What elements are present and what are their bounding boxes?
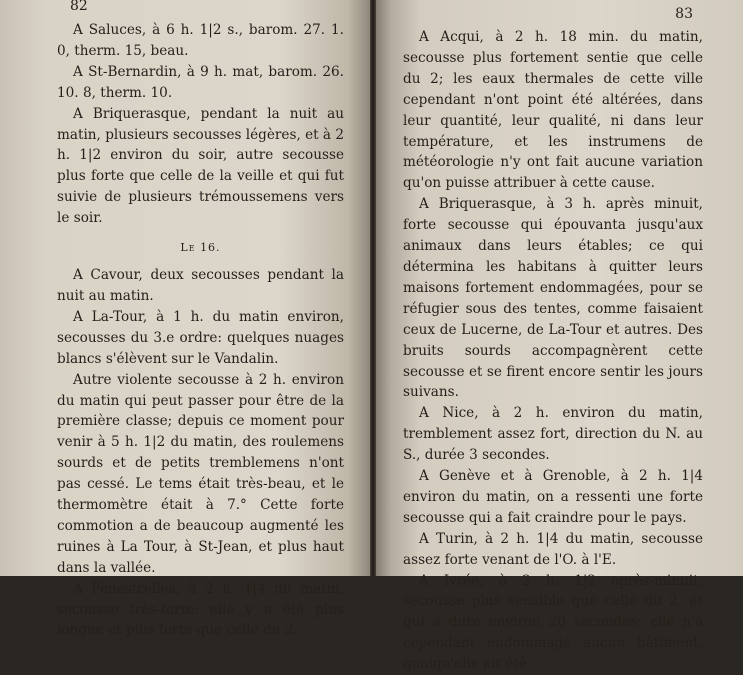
paragraph: A Cavour, deux secousses pendant la nuit au matin. xyxy=(57,267,344,304)
right-page xyxy=(376,0,743,673)
paragraph: A Genève et à Grenoble, à 2 h. 1|4 environ du matin, on a ressenti une forte secousse qui a fait craindre pour le pays. xyxy=(403,468,703,526)
right-page-number: 83 xyxy=(675,6,693,22)
paragraph: A St-Bernardin, à 9 h. mat, barom. 26. 10. 8, therm. 10. xyxy=(57,63,344,101)
left-page-number: 82 xyxy=(70,0,88,14)
paragraph: A Ivrée, à 2 h. 1|2 après-minuit, secousse plus sensible que celle du 2, et qui a duré environ 20 secondes; elle n'a cependant endommagé aucun bâtiment, quoiqu'elle ait été xyxy=(403,572,703,673)
paragraph: A Nice, à 2 h. environ du matin, tremblement assez fort, direction du N. au S., durée 3 secondes. xyxy=(403,405,703,464)
paragraph: A Briquerasque, pendant la nuit au matin, plusieurs secousses légères, et à 2 h. 1|2 environ du soir, autre secousse plus forte que celle de la veille et qui fut suivie de plusieurs trémoussemens vers le soir. xyxy=(57,105,344,227)
paragraph: A Fenestrelles, à 2 h. 1|4 du matin, secousse très-forte: elle y a été plus longue et plus forte que celle du 2. xyxy=(57,580,344,639)
paragraph: Autre violente secousse à 2 h. environ du matin qui peut passer pour être de la première classe; depuis ce moment pour venir à 5 h. 1|2 du matin, des roulemens sourds et de petits tremblemens n'ont pas cessé. Le tems était très-beau, et le thermomètre était à 7.° Cette forte commotion a de beaucoup augmenté les ruines à La Tour, à St-Jean, et plus haut dans la vallée. xyxy=(57,371,344,576)
left-page xyxy=(0,0,370,639)
right-page-text xyxy=(403,0,703,675)
paragraph: A Briquerasque, à 3 h. après minuit, forte secousse qui épouvanta jusqu'aux animaux dans leurs étables; ce qui détermina les habitans à quitter leurs maisons fortement endommagées, pour se réfugier sous des tentes, comme faisaient ceux de Lucerne, de La-Tour et autres. Des bruits sourds accompagnèrent cette secousse et se firent encore sentir les jours suivans. xyxy=(403,196,703,401)
left-page-text xyxy=(57,0,344,641)
paragraph: A Acqui, à 2 h. 18 min. du matin, secousse plus fortement sentie que celle du 2; les eaux thermales de cette ville cependant n'ont point été altérées, dans leur quantité, leur qualité, ni dans leur température, et les instrumens de météorologie n'y ont fait aucune variation qu'on puisse attribuer à cette cause. xyxy=(403,29,703,192)
paragraph: A Saluces, à 6 h. 1|2 s., barom. 27. 1. 0, therm. 15, beau. xyxy=(57,22,344,59)
paragraph: A La-Tour, à 1 h. du matin environ, secousses du 3.e ordre: quelques nuages blancs s'élèvent sur le Vandalin. xyxy=(57,308,344,367)
paragraph: A Turin, à 2 h. 1|4 du matin, secousse assez forte venant de l'O. à l'E. xyxy=(403,530,703,568)
date-heading: Le 16. xyxy=(180,241,221,255)
